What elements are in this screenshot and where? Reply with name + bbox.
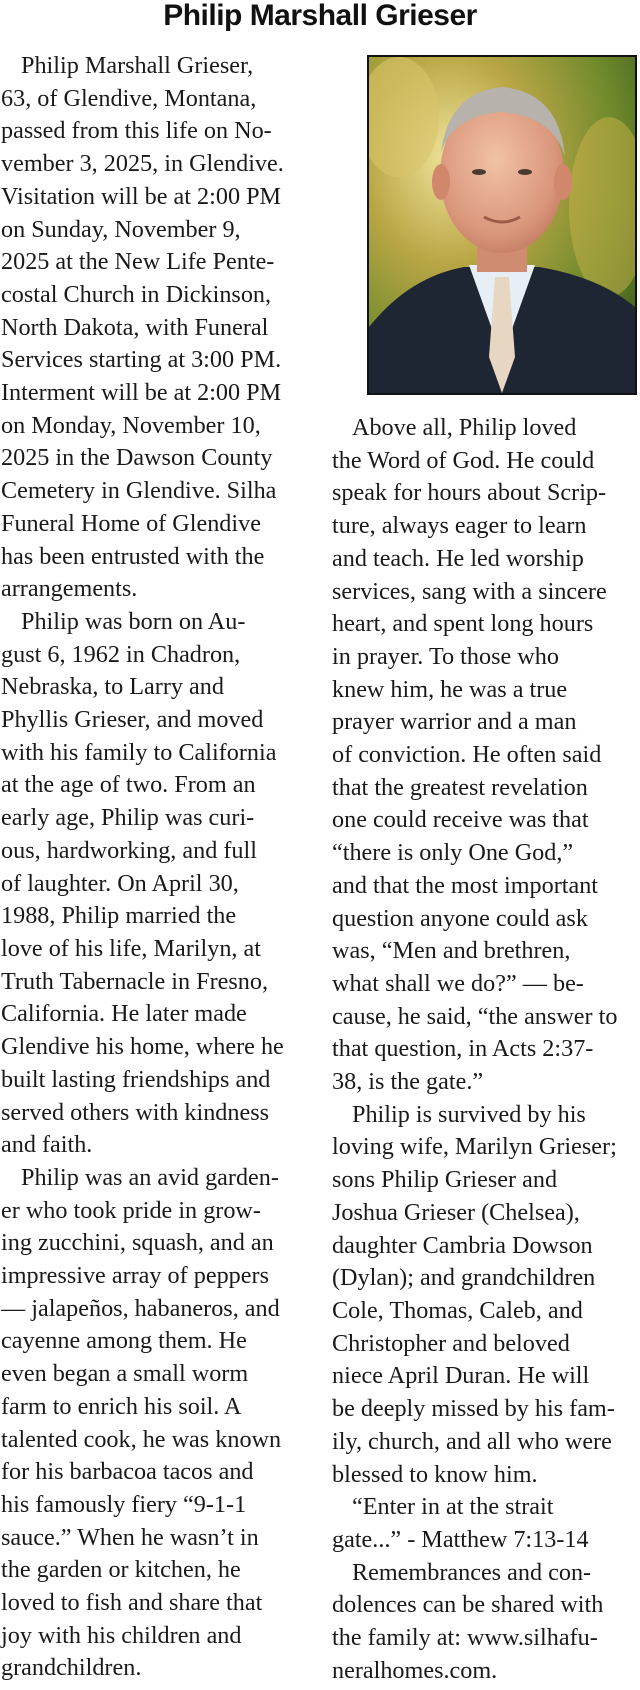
text-line: Services starting at 3:00 PM. bbox=[1, 346, 282, 374]
text-line: prayer warrior and a man bbox=[332, 708, 577, 736]
text-line: with his family to California bbox=[1, 738, 277, 766]
text-line: loving wife, Marilyn Grieser; bbox=[332, 1133, 617, 1161]
text-line: Truth Tabernacle in Fresno, bbox=[1, 967, 269, 995]
text-line: heart, and spent long hours bbox=[332, 610, 594, 638]
obituary-title: Philip Marshall Grieser bbox=[163, 0, 477, 32]
text-line: Glendive his home, where he bbox=[1, 1033, 284, 1061]
text-line: talented cook, he was known bbox=[1, 1425, 282, 1453]
text-line: 38, is the gate.” bbox=[332, 1068, 484, 1096]
text-line: was, “Men and brethren, bbox=[332, 937, 571, 965]
text-line: passed from this life on No- bbox=[1, 117, 272, 145]
text-line: ous, hardworking, and full bbox=[1, 836, 257, 864]
text-line: has been entrusted with the bbox=[1, 542, 265, 570]
text-line: Remembrances and con- bbox=[352, 1558, 592, 1586]
text-line: impressive array of peppers bbox=[1, 1262, 269, 1290]
text-line: “there is only One God,” bbox=[332, 839, 574, 867]
text-line: farm to enrich his soil. A bbox=[1, 1392, 242, 1420]
text-line: North Dakota, with Funeral bbox=[1, 313, 269, 341]
text-line: for his barbacoa tacos and bbox=[1, 1458, 254, 1486]
text-line: question anyone could ask bbox=[332, 904, 588, 932]
text-line: dolences can be shared with bbox=[332, 1591, 604, 1619]
text-line: — jalapeños, habaneros, and bbox=[1, 1294, 280, 1322]
text-line: 63, of Glendive, Montana, bbox=[1, 84, 257, 112]
text-line: on Sunday, November 9, bbox=[1, 215, 241, 243]
text-line: Philip was an avid garden- bbox=[21, 1163, 279, 1191]
text-line: vember 3, 2025, in Glendive. bbox=[1, 150, 284, 178]
text-line: joy with his children and bbox=[1, 1621, 242, 1649]
text-line: Visitation will be at 2:00 PM bbox=[1, 182, 282, 210]
text-line: cause, he said, “the answer to bbox=[332, 1002, 618, 1030]
portrait-photo bbox=[367, 55, 637, 395]
text-line: ily, church, and all who were bbox=[332, 1427, 612, 1455]
text-line: Joshua Grieser (Chelsea), bbox=[332, 1198, 580, 1226]
text-line: Cole, Thomas, Caleb, and bbox=[332, 1296, 583, 1324]
text-line: arrangements. bbox=[1, 575, 138, 603]
text-line: loved to fish and share that bbox=[1, 1589, 263, 1617]
text-line: built lasting friendships and bbox=[1, 1065, 271, 1093]
text-line: on Monday, November 10, bbox=[1, 411, 261, 439]
text-line: Funeral Home of Glendive bbox=[1, 509, 261, 537]
text-line: Philip was born on Au- bbox=[21, 607, 246, 635]
text-line: and faith. bbox=[1, 1131, 93, 1159]
text-line: and that the most important bbox=[332, 871, 599, 899]
text-line: gust 6, 1962 in Chadron, bbox=[1, 640, 241, 668]
text-line: Philip Marshall Grieser, bbox=[21, 52, 254, 79]
text-line: be deeply missed by his fam- bbox=[332, 1395, 615, 1423]
text-line: served others with kindness bbox=[1, 1098, 270, 1126]
right-column bbox=[332, 412, 640, 1687]
text-line: what shall we do?” — be- bbox=[332, 969, 584, 997]
text-line: daughter Cambria Dowson bbox=[332, 1231, 593, 1259]
text-line: one could receive was that bbox=[332, 806, 589, 834]
text-line: 2025 at the New Life Pente- bbox=[1, 248, 275, 276]
portrait-illustration bbox=[369, 57, 635, 393]
text-line: ture, always eager to learn bbox=[332, 512, 587, 540]
text-line: in prayer. To those who bbox=[332, 642, 559, 670]
text-line: sons Philip Grieser and bbox=[332, 1166, 558, 1194]
text-line: cayenne among them. He bbox=[1, 1327, 247, 1355]
text-line: speak for hours about Scrip- bbox=[332, 479, 607, 507]
text-line: grandchildren. bbox=[1, 1654, 142, 1682]
text-line: love of his life, Marilyn, at bbox=[1, 934, 261, 962]
text-line: early age, Philip was curi- bbox=[1, 804, 255, 832]
text-line: the Word of God. He could bbox=[332, 446, 595, 474]
text-line: Nebraska, to Larry and bbox=[1, 673, 224, 701]
text-line: Philip is survived by his bbox=[352, 1100, 586, 1128]
text-line: Phyllis Grieser, and moved bbox=[1, 706, 264, 734]
text-line: sauce.” When he wasn’t in bbox=[1, 1523, 259, 1551]
text-line: Interment will be at 2:00 PM bbox=[1, 379, 282, 407]
text-line: services, sang with a sincere bbox=[332, 577, 607, 605]
text-line: Above all, Philip loved bbox=[352, 414, 577, 441]
text-line: er who took pride in grow- bbox=[1, 1196, 261, 1224]
text-line: and teach. He led worship bbox=[332, 544, 584, 572]
text-line: ing zucchini, squash, and an bbox=[1, 1229, 274, 1257]
text-line: that question, in Acts 2:37- bbox=[332, 1035, 594, 1063]
text-line: “Enter in at the strait bbox=[352, 1493, 554, 1521]
text-line: the family at: www.silhafu- bbox=[332, 1624, 598, 1652]
text-line: even began a small worm bbox=[1, 1360, 249, 1388]
text-line: Cemetery in Glendive. Silha bbox=[1, 477, 277, 505]
text-line: 1988, Philip married the bbox=[1, 902, 237, 930]
text-line: (Dylan); and grandchildren bbox=[332, 1264, 596, 1292]
text-line: niece April Duran. He will bbox=[332, 1362, 590, 1390]
text-line: that the greatest revelation bbox=[332, 773, 588, 801]
text-line: California. He later made bbox=[1, 1000, 247, 1028]
text-line: at the age of two. From an bbox=[1, 771, 256, 799]
text-line: the garden or kitchen, he bbox=[1, 1556, 241, 1584]
text-line: 2025 in the Dawson County bbox=[1, 444, 273, 472]
text-line: costal Church in Dickinson, bbox=[1, 280, 272, 308]
left-column bbox=[1, 50, 317, 1685]
text-line: his famously fiery “9-1-1 bbox=[1, 1490, 247, 1518]
text-line: gate...” - Matthew 7:13-14 bbox=[332, 1525, 589, 1553]
text-line: knew him, he was a true bbox=[332, 675, 568, 703]
text-line: neralhomes.com. bbox=[332, 1656, 498, 1684]
text-line: Christopher and beloved bbox=[332, 1329, 570, 1357]
text-line: of conviction. He often said bbox=[332, 741, 602, 769]
text-line: blessed to know him. bbox=[332, 1460, 538, 1488]
text-line: of laughter. On April 30, bbox=[1, 869, 239, 897]
